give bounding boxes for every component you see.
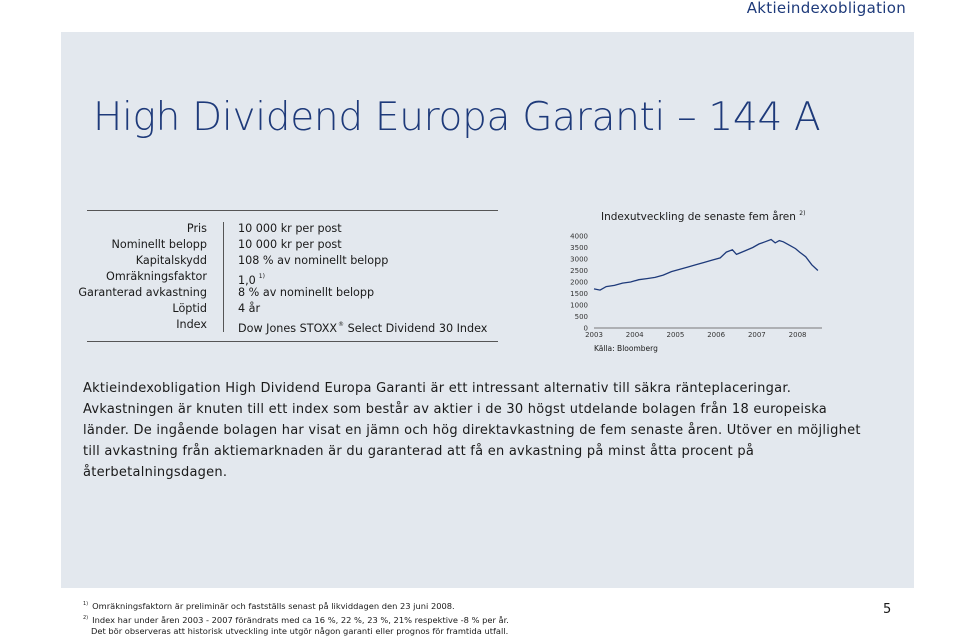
y-tick-label: 500 bbox=[574, 313, 588, 321]
fact-value bbox=[238, 301, 260, 317]
fact-label: Index bbox=[176, 318, 207, 331]
fact-value-text: 1,0 bbox=[238, 274, 256, 287]
y-tick-label: 2500 bbox=[570, 267, 588, 275]
fact-value-text: 8 % av nominellt belopp bbox=[238, 286, 375, 299]
x-tick-label: 2004 bbox=[625, 331, 644, 339]
body-line: återbetalningsdagen. bbox=[83, 465, 228, 480]
body-line: Aktieindexobligation High Dividend Europa Garanti är ett intressant alternativ till säkra ränteplaceringar. bbox=[83, 381, 792, 396]
footnote-text: Omräkningsfaktorn är preliminär och fastställs senast på likviddagen den 23 juni 2008. bbox=[92, 601, 455, 611]
index-line-chart bbox=[550, 228, 840, 342]
footnote-text: Index har under åren 2003 - 2007 förändrats med ca 16 %, 22 %, 23 %, 21% respektive -8 % per år. bbox=[92, 614, 509, 625]
footnote bbox=[83, 613, 509, 627]
body-text bbox=[83, 378, 883, 483]
chart-title bbox=[601, 210, 805, 223]
y-tick-label: 3500 bbox=[570, 244, 588, 252]
fact-row-omrakningsfaktor bbox=[60, 269, 500, 285]
fact-value bbox=[238, 253, 388, 269]
y-axis-ticks bbox=[570, 233, 588, 333]
fact-row-nominellt-belopp bbox=[60, 237, 500, 253]
chart-title-text: Indexutveckling de senaste fem åren bbox=[601, 211, 796, 223]
fact-label: Kapitalskydd bbox=[135, 254, 207, 267]
footnote-text: Det bör observeras att historisk utveckling inte utgör någon garanti eller prognos för framtida utfall. bbox=[91, 626, 509, 636]
y-tick-label: 0 bbox=[583, 324, 588, 333]
chart-source: Källa: Bloomberg bbox=[594, 344, 658, 353]
index-series-line bbox=[594, 240, 818, 291]
fact-value-text: 10 000 kr per post bbox=[238, 238, 342, 251]
fact-value-text: 4 år bbox=[238, 302, 261, 315]
fact-label: Pris bbox=[186, 222, 207, 235]
fact-value bbox=[238, 285, 374, 301]
fact-row-garanterad-avkastning bbox=[60, 285, 500, 301]
x-tick-label: 2007 bbox=[747, 331, 766, 339]
fact-label: Omräkningsfaktor bbox=[106, 270, 207, 283]
body-line: Avkastningen är knuten till ett index som består av aktier i de 30 högst utdelande bolagen från 18 europeiska bbox=[83, 402, 828, 417]
fact-label: Löptid bbox=[172, 302, 207, 315]
y-tick-label: 1000 bbox=[570, 301, 588, 310]
x-tick-label: 2003 bbox=[585, 331, 603, 339]
footnote-mark: 2) bbox=[83, 614, 89, 621]
y-tick-label: 4000 bbox=[570, 232, 588, 241]
trademark-mark: ® bbox=[338, 321, 345, 328]
fact-value bbox=[238, 317, 487, 337]
x-tick-label: 2008 bbox=[788, 331, 807, 339]
facts-top-rule bbox=[87, 210, 498, 211]
fact-value-text: Dow Jones STOXX bbox=[238, 322, 338, 335]
footnote bbox=[83, 599, 509, 613]
fact-label: Nominellt belopp bbox=[111, 238, 207, 251]
fact-value-suffix: Select Dividend 30 Index bbox=[344, 322, 488, 335]
section-header: Aktieindexobligation bbox=[746, 0, 906, 17]
y-tick-label: 3000 bbox=[570, 255, 588, 264]
y-tick-label: 2000 bbox=[570, 278, 588, 287]
fact-row-pris bbox=[60, 221, 500, 237]
fact-value bbox=[238, 237, 342, 253]
fact-row-index bbox=[60, 317, 500, 333]
page-number: 5 bbox=[883, 602, 892, 617]
fact-row-loptid bbox=[60, 301, 500, 317]
page-title: High Dividend Europa Garanti – 144 A bbox=[93, 95, 821, 140]
footnote-mark: 1) bbox=[83, 601, 89, 607]
footnote-reference: 2) bbox=[799, 210, 806, 217]
fact-value bbox=[238, 221, 342, 237]
fact-table bbox=[60, 221, 500, 333]
fact-row-kapitalskydd bbox=[60, 253, 500, 269]
x-axis-ticks bbox=[585, 331, 806, 339]
fact-label: Garanterad avkastning bbox=[78, 286, 207, 299]
body-line: länder. De ingående bolagen har visat en jämn och hög direktavkastning de fem senaste åren. Utöver en möjlighet bbox=[83, 423, 861, 438]
footnote-reference: 1) bbox=[258, 273, 265, 280]
facts-bottom-rule bbox=[87, 341, 498, 342]
x-tick-label: 2005 bbox=[666, 331, 685, 339]
body-line: till avkastning från aktiemarknaden är du garanterad att få en avkastning på minst åtta procent på bbox=[83, 444, 755, 459]
fact-value-text: 108 % av nominellt belopp bbox=[238, 254, 389, 267]
fact-value-text: 10 000 kr per post bbox=[238, 222, 342, 235]
y-tick-label: 1500 bbox=[570, 290, 588, 298]
x-tick-label: 2006 bbox=[707, 331, 726, 339]
